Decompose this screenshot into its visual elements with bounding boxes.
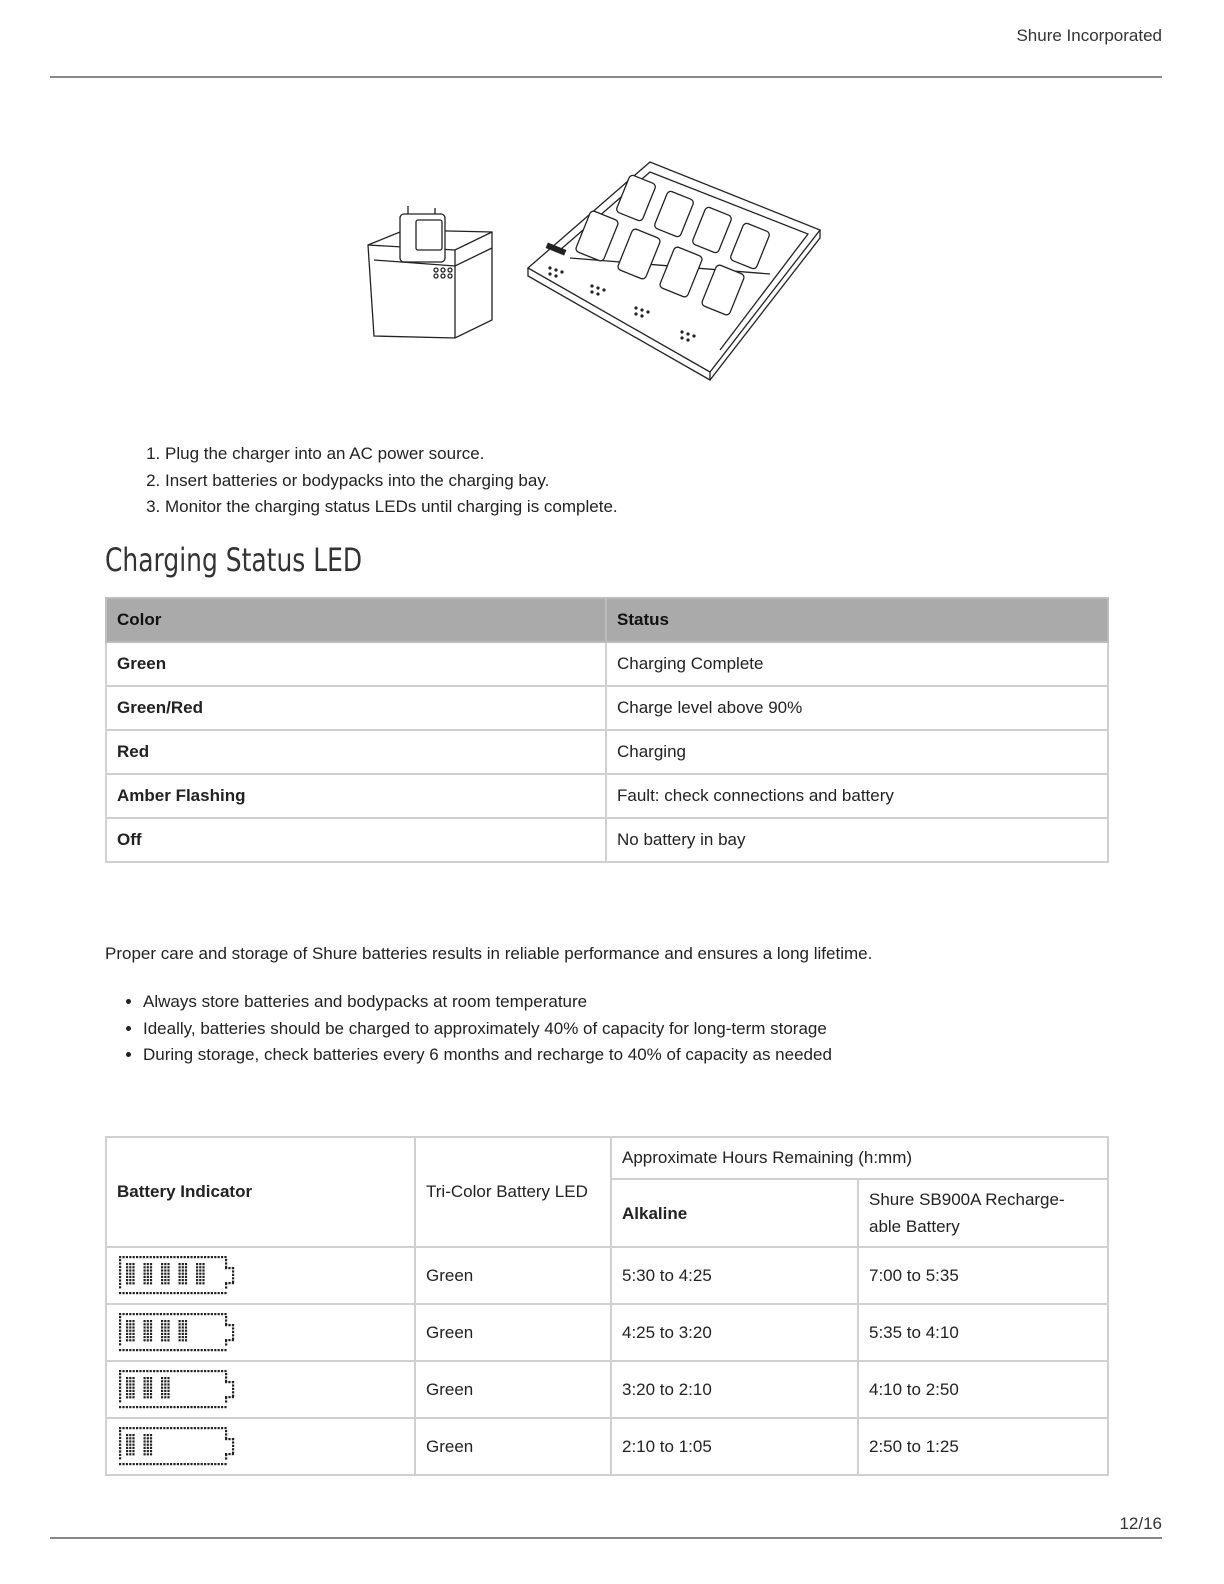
rechargeable-header-line2: able Battery — [869, 1217, 960, 1236]
charging-led-table — [105, 597, 1109, 863]
rechargeable-cell: 7:00 to 5:35 — [858, 1247, 1108, 1304]
multi-bay-charger-drawing — [528, 162, 820, 380]
battery-level-icon — [117, 1425, 237, 1469]
list-item: • Ideally, batteries should be charged to approximately 40% of capacity for long-term storage — [143, 1016, 832, 1043]
table-row — [106, 1418, 1108, 1475]
battery-care-list — [105, 989, 832, 1069]
list-item: • During storage, check batteries every 6 months and recharge to 40% of capacity as needed — [143, 1042, 832, 1069]
battery-indicator-cell — [106, 1361, 415, 1418]
table-header-row — [106, 598, 1108, 642]
battery-indicator-cell — [106, 1418, 415, 1475]
rechargeable-cell: 5:35 to 4:10 — [858, 1304, 1108, 1361]
battery-level-icon — [117, 1368, 237, 1412]
led-status-cell: Charging — [606, 730, 1108, 774]
table-row — [106, 1361, 1108, 1418]
column-header-alkaline: Alkaline — [611, 1179, 858, 1247]
rechargeable-cell: 2:50 to 1:25 — [858, 1418, 1108, 1475]
led-color-cell: Amber Flashing — [106, 774, 606, 818]
battery-level-icon — [117, 1254, 237, 1298]
battery-care-intro: Proper care and storage of Shure batteries results in reliable performance and ensures a long lifetime. — [105, 944, 873, 963]
table-row — [106, 642, 1108, 686]
led-status-cell: Charge level above 90% — [606, 686, 1108, 730]
led-cell: Green — [415, 1418, 611, 1475]
column-header-indicator: Battery Indicator — [106, 1137, 415, 1247]
step-item: 2. Insert batteries or bodypacks into the charging bay. — [165, 468, 618, 495]
led-color-cell: Green — [106, 642, 606, 686]
header-company: Shure Incorporated — [1016, 26, 1162, 45]
battery-indicator-cell — [106, 1304, 415, 1361]
led-color-cell: Off — [106, 818, 606, 862]
led-color-cell: Green/Red — [106, 686, 606, 730]
rechargeable-header-line1: Shure SB900A Recharge- — [869, 1190, 1065, 1209]
battery-runtime-table — [105, 1136, 1109, 1476]
charger-illustration — [360, 150, 830, 390]
table-row — [106, 686, 1108, 730]
table-row — [106, 818, 1108, 862]
column-header-status: Status — [606, 598, 1108, 642]
column-header-color: Color — [106, 598, 606, 642]
battery-level-icon — [117, 1311, 237, 1355]
led-cell: Green — [415, 1304, 611, 1361]
column-header-rechargeable — [858, 1179, 1108, 1247]
table-row — [106, 730, 1108, 774]
column-header-led: Tri-Color Battery LED — [415, 1137, 611, 1247]
battery-indicator-cell — [106, 1247, 415, 1304]
header-divider — [50, 76, 1162, 78]
rechargeable-cell: 4:10 to 2:50 — [858, 1361, 1108, 1418]
page-number: 12/16 — [1119, 1514, 1162, 1533]
step-item: 3. Monitor the charging status LEDs until charging is complete. — [165, 494, 618, 521]
section-title-charging-led: Charging Status LED — [105, 541, 363, 579]
column-header-hours: Approximate Hours Remaining (h:mm) — [611, 1137, 1108, 1179]
list-item: • Always store batteries and bodypacks at room temperature — [143, 989, 832, 1016]
table-row — [106, 1304, 1108, 1361]
footer-divider — [50, 1537, 1162, 1539]
alkaline-cell: 5:30 to 4:25 — [611, 1247, 858, 1304]
led-color-cell: Red — [106, 730, 606, 774]
single-charger-drawing — [368, 206, 492, 338]
table-header-row — [106, 1137, 1108, 1179]
table-row — [106, 774, 1108, 818]
led-cell: Green — [415, 1361, 611, 1418]
alkaline-cell: 2:10 to 1:05 — [611, 1418, 858, 1475]
led-cell: Green — [415, 1247, 611, 1304]
led-status-cell: Charging Complete — [606, 642, 1108, 686]
step-item: 1. Plug the charger into an AC power source. — [165, 441, 618, 468]
led-status-cell: Fault: check connections and battery — [606, 774, 1108, 818]
setup-steps — [105, 441, 618, 521]
led-status-cell: No battery in bay — [606, 818, 1108, 862]
table-row — [106, 1247, 1108, 1304]
alkaline-cell: 3:20 to 2:10 — [611, 1361, 858, 1418]
alkaline-cell: 4:25 to 3:20 — [611, 1304, 858, 1361]
